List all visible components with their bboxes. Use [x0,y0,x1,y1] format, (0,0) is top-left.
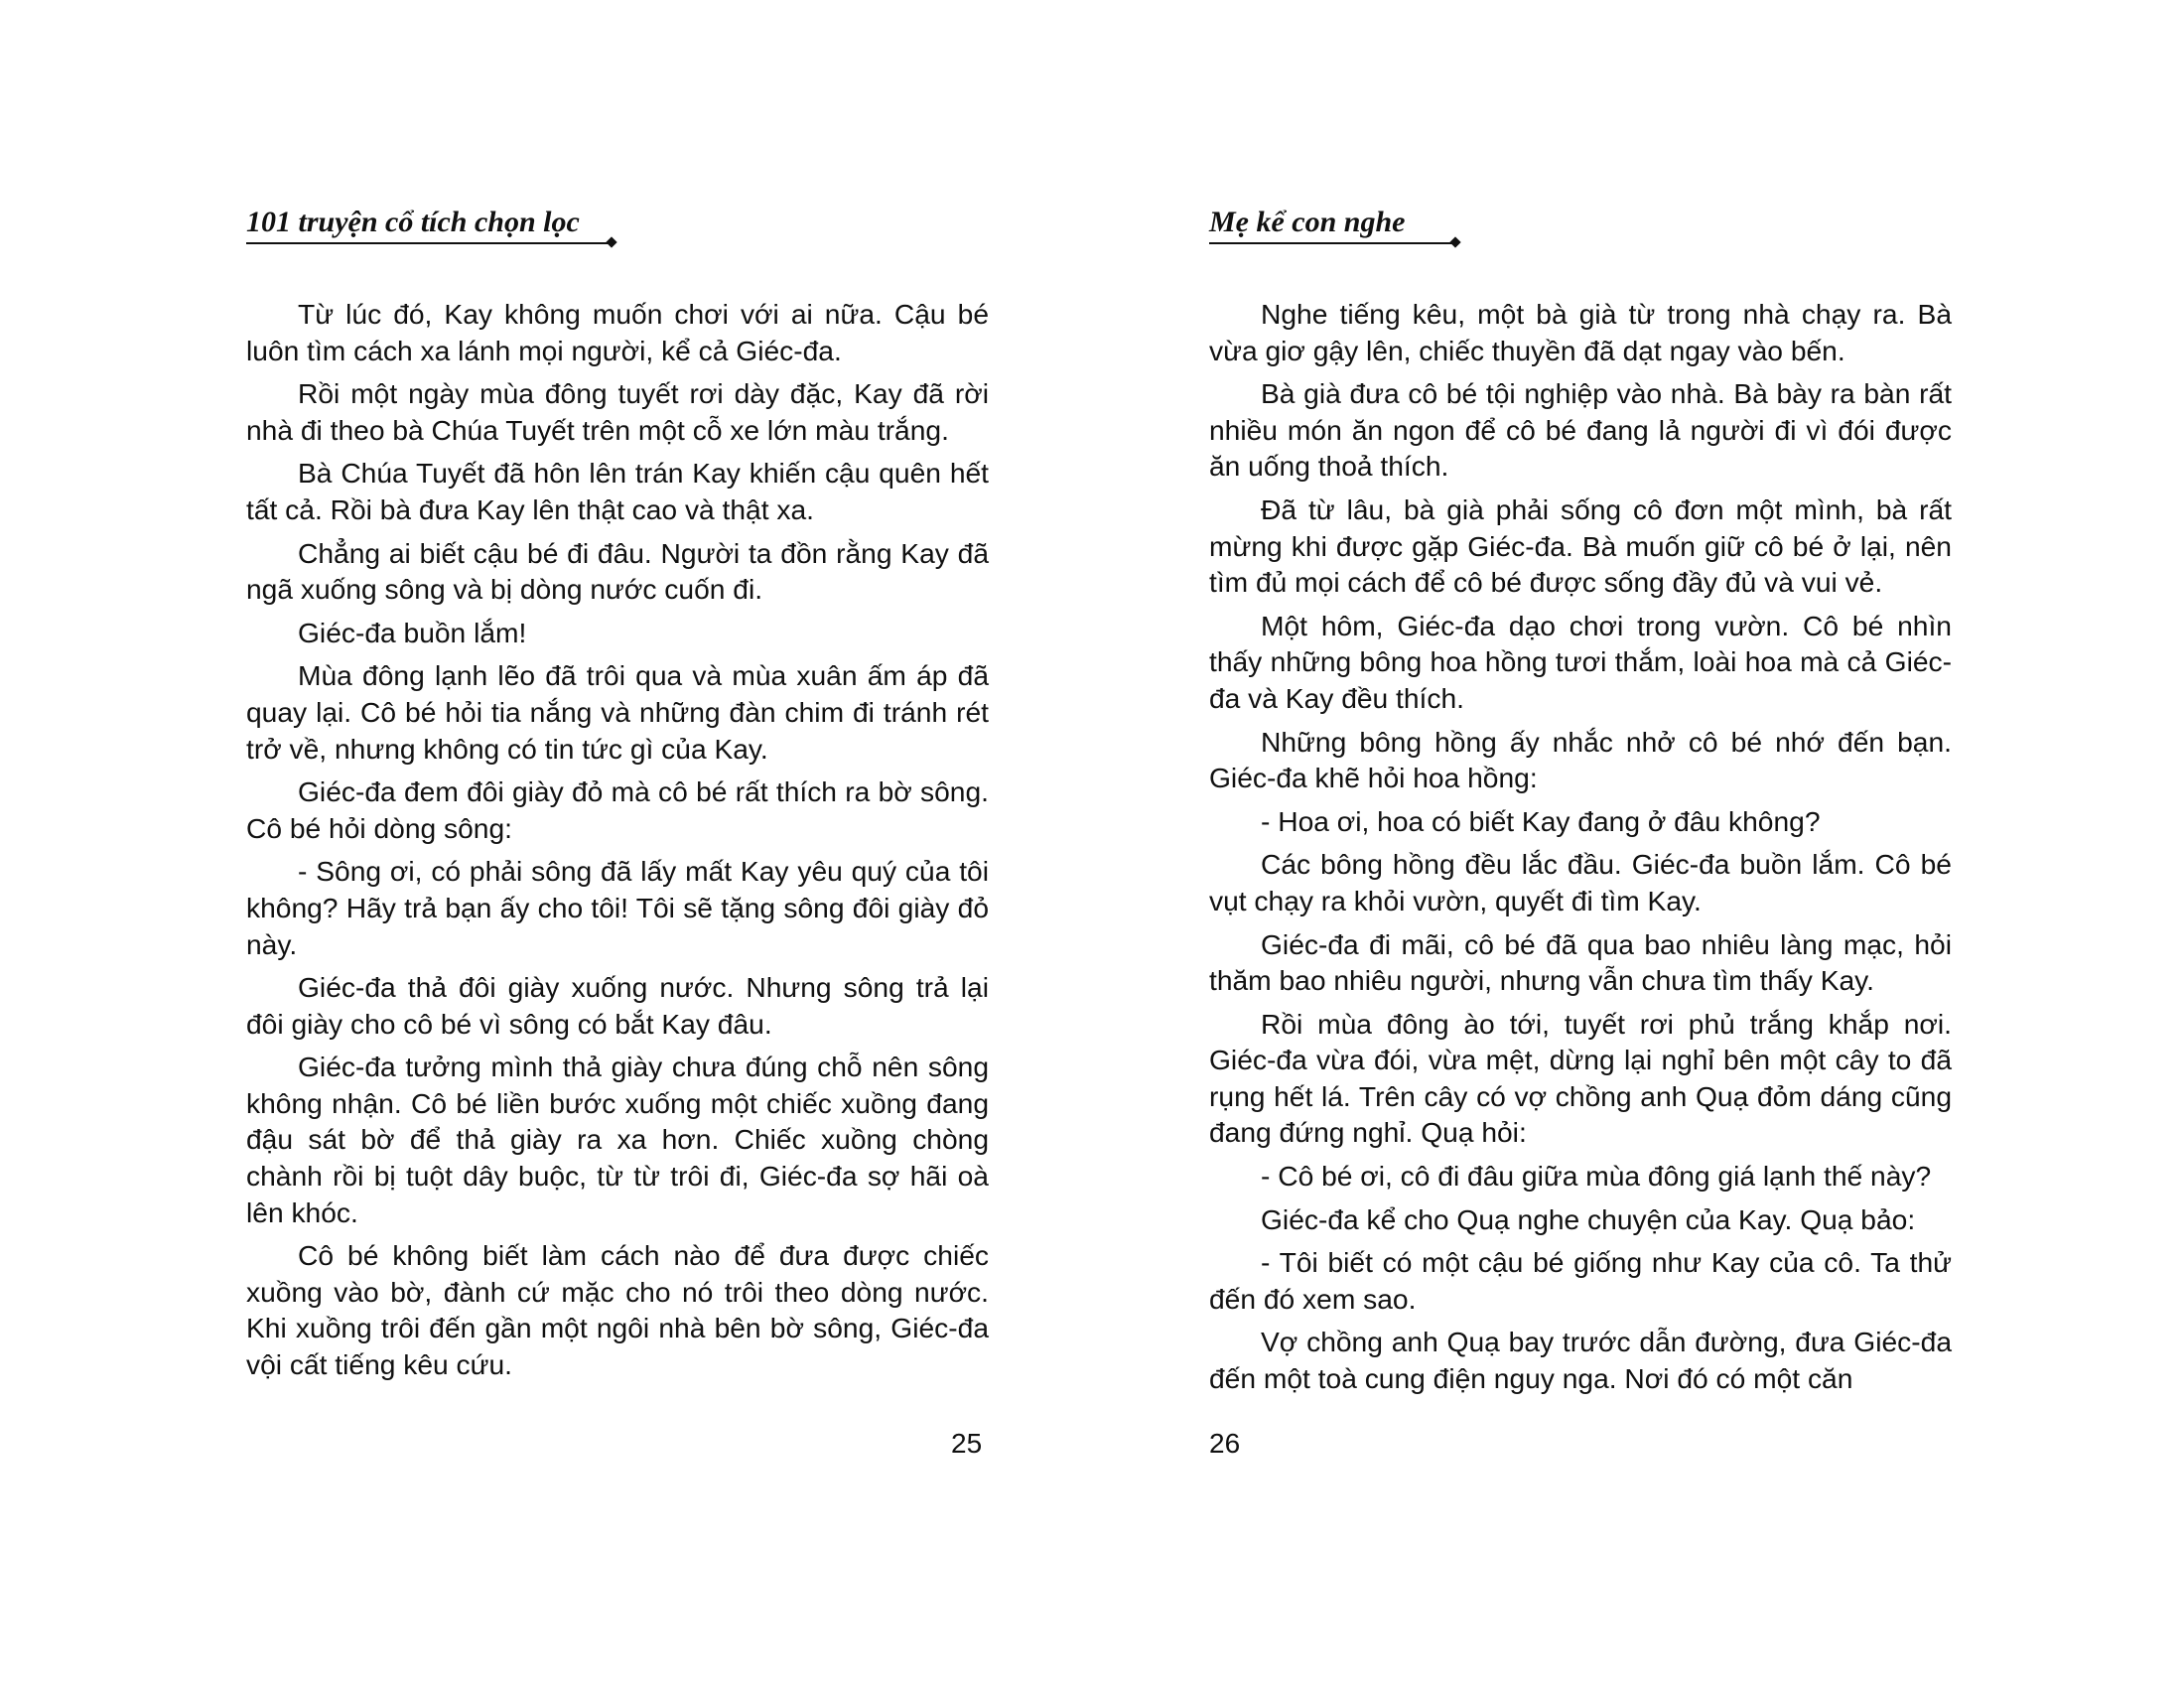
paragraph: Nghe tiếng kêu, một bà già từ trong nhà chạy ra. Bà vừa giơ gậy lên, chiếc thuyền đã dạt ngay vào bến. [1209,298,1952,366]
paragraph: - Cô bé ơi, cô đi đâu giữa mùa đông giá lạnh thế này? [1261,1160,1932,1193]
paragraph: - Hoa ơi, hoa có biết Kay đang ở đâu không? [1261,804,1821,837]
paragraph: Giéc-đa buồn lắm! [298,616,527,648]
paragraph: Các bông hồng đều lắc đầu. Giéc-đa buồn lắm. Cô bé vụt chạy ra khỏi vườn, quyết đi tìm Kay. [1209,848,1952,916]
running-header: 101 truyện cổ tích chọn lọc [246,206,580,238]
paragraph: Bà già đưa cô bé tội nghiệp vào nhà. Bà bày ra bàn rất nhiều món ăn ngon để cô bé đang lả người đi vì đói được ăn uống thoả thích. [1209,377,1952,483]
page-number: 26 [1209,1428,1241,1459]
paragraph: Chẳng ai biết cậu bé đi đâu. Người ta đồn rằng Kay đã ngã xuống sông và bị dòng nước cuốn đi. [246,536,989,606]
paragraph: Vợ chồng anh Quạ bay trước dẫn đường, đưa Giéc-đa đến một toà cung điện nguy nga. Nơi đó có một căn [1209,1326,1952,1395]
paragraph: Đã từ lâu, bà già phải sống cô đơn một mình, bà rất mừng khi được gặp Giéc-đa. Bà muốn giữ cô bé ở lại, nên tìm đủ mọi cách để cô bé được sống đầy đủ và vui vẻ. [1209,492,1952,599]
header-rule [246,242,612,244]
paragraph: Giéc-đa thả đôi giày xuống nước. Nhưng sông trả lại đôi giày cho cô bé vì sông có bắt Kay đâu. [246,971,989,1040]
running-header: Mẹ kể con nghe [1209,206,1406,238]
paragraph: Bà Chúa Tuyết đã hôn lên trán Kay khiến cậu quên hết tất cả. Rồi bà đưa Kay lên thật cao và thật xa. [246,457,989,525]
header-ornament-icon [1449,236,1460,247]
paragraph: Giéc-đa tưởng mình thả giày chưa đúng chỗ nên sông không nhận. Cô bé liền bước xuống một chiếc xuồng đang đậu sát bờ để thả giày ra xa hơn. Chiếc xuồng chòng chành rồi bị tuột dây buộc, từ từ trôi đi, Giéc-đa sợ hãi oà lên khóc. [246,1051,989,1228]
paragraph: Giéc-đa đem đôi giày đỏ mà cô bé rất thích ra bờ sông. Cô bé hỏi dòng sông: [246,775,989,844]
paragraph: Rồi một ngày mùa đông tuyết rơi dày đặc, Kay đã rời nhà đi theo bà Chúa Tuyết trên một cỗ xe lớn màu trắng. [246,377,989,446]
right-page [1209,0,1964,1688]
paragraph: Từ lúc đó, Kay không muốn chơi với ai nữa. Cậu bé luôn tìm cách xa lánh mọi người, kể cả Giéc-đa. [246,298,989,366]
paragraph: Giéc-đa đi mãi, cô bé đã qua bao nhiêu làng mạc, hỏi thăm bao nhiêu người, nhưng vẫn chưa tìm thấy Kay. [1209,927,1952,997]
header-ornament-icon [606,236,616,247]
header-rule [1209,242,1455,244]
paragraph: Rồi mùa đông ào tới, tuyết rơi phủ trắng khắp nơi. Giéc-đa vừa đói, vừa mệt, dừng lại nghỉ bên một cây to đã rụng hết lá. Trên cây có vợ chồng anh Quạ đỏm dáng cũng đang đứng nghỉ. Quạ hỏi: [1209,1007,1952,1149]
paragraph: Giéc-đa kể cho Quạ nghe chuyện của Kay. Quạ bảo: [1261,1202,1916,1235]
paragraph: - Tôi biết có một cậu bé giống như Kay của cô. Ta thử đến đó xem sao. [1209,1246,1952,1315]
paragraph: Những bông hồng ấy nhắc nhở cô bé nhớ đến bạn. Giéc-đa khẽ hỏi hoa hồng: [1209,725,1952,794]
body-text [246,296,989,1390]
left-page [246,0,1001,1688]
paragraph: - Sông ơi, có phải sông đã lấy mất Kay yêu quý của tôi không? Hãy trả bạn ấy cho tôi! Tôi sẽ tặng sông đôi giày đỏ này. [246,855,989,960]
paragraph: Mùa đông lạnh lẽo đã trôi qua và mùa xuân ấm áp đã quay lại. Cô bé hỏi tia nắng và những đàn chim đi tránh rét trở về, nhưng không có tin tức gì của Kay. [246,659,989,765]
paragraph: Một hôm, Giéc-đa dạo chơi trong vườn. Cô bé nhìn thấy những bông hoa hồng tươi thắm, loài hoa mà cả Giéc-đa và Kay đều thích. [1209,609,1952,714]
page-number: 25 [951,1428,983,1459]
paragraph: Cô bé không biết làm cách nào để đưa được chiếc xuồng vào bờ, đành cứ mặc cho nó trôi theo dòng nước. Khi xuồng trôi đến gần một ngôi nhà bên bờ sông, Giéc-đa vội cất tiếng kêu cứu. [246,1239,989,1381]
body-text [1209,296,1952,1404]
